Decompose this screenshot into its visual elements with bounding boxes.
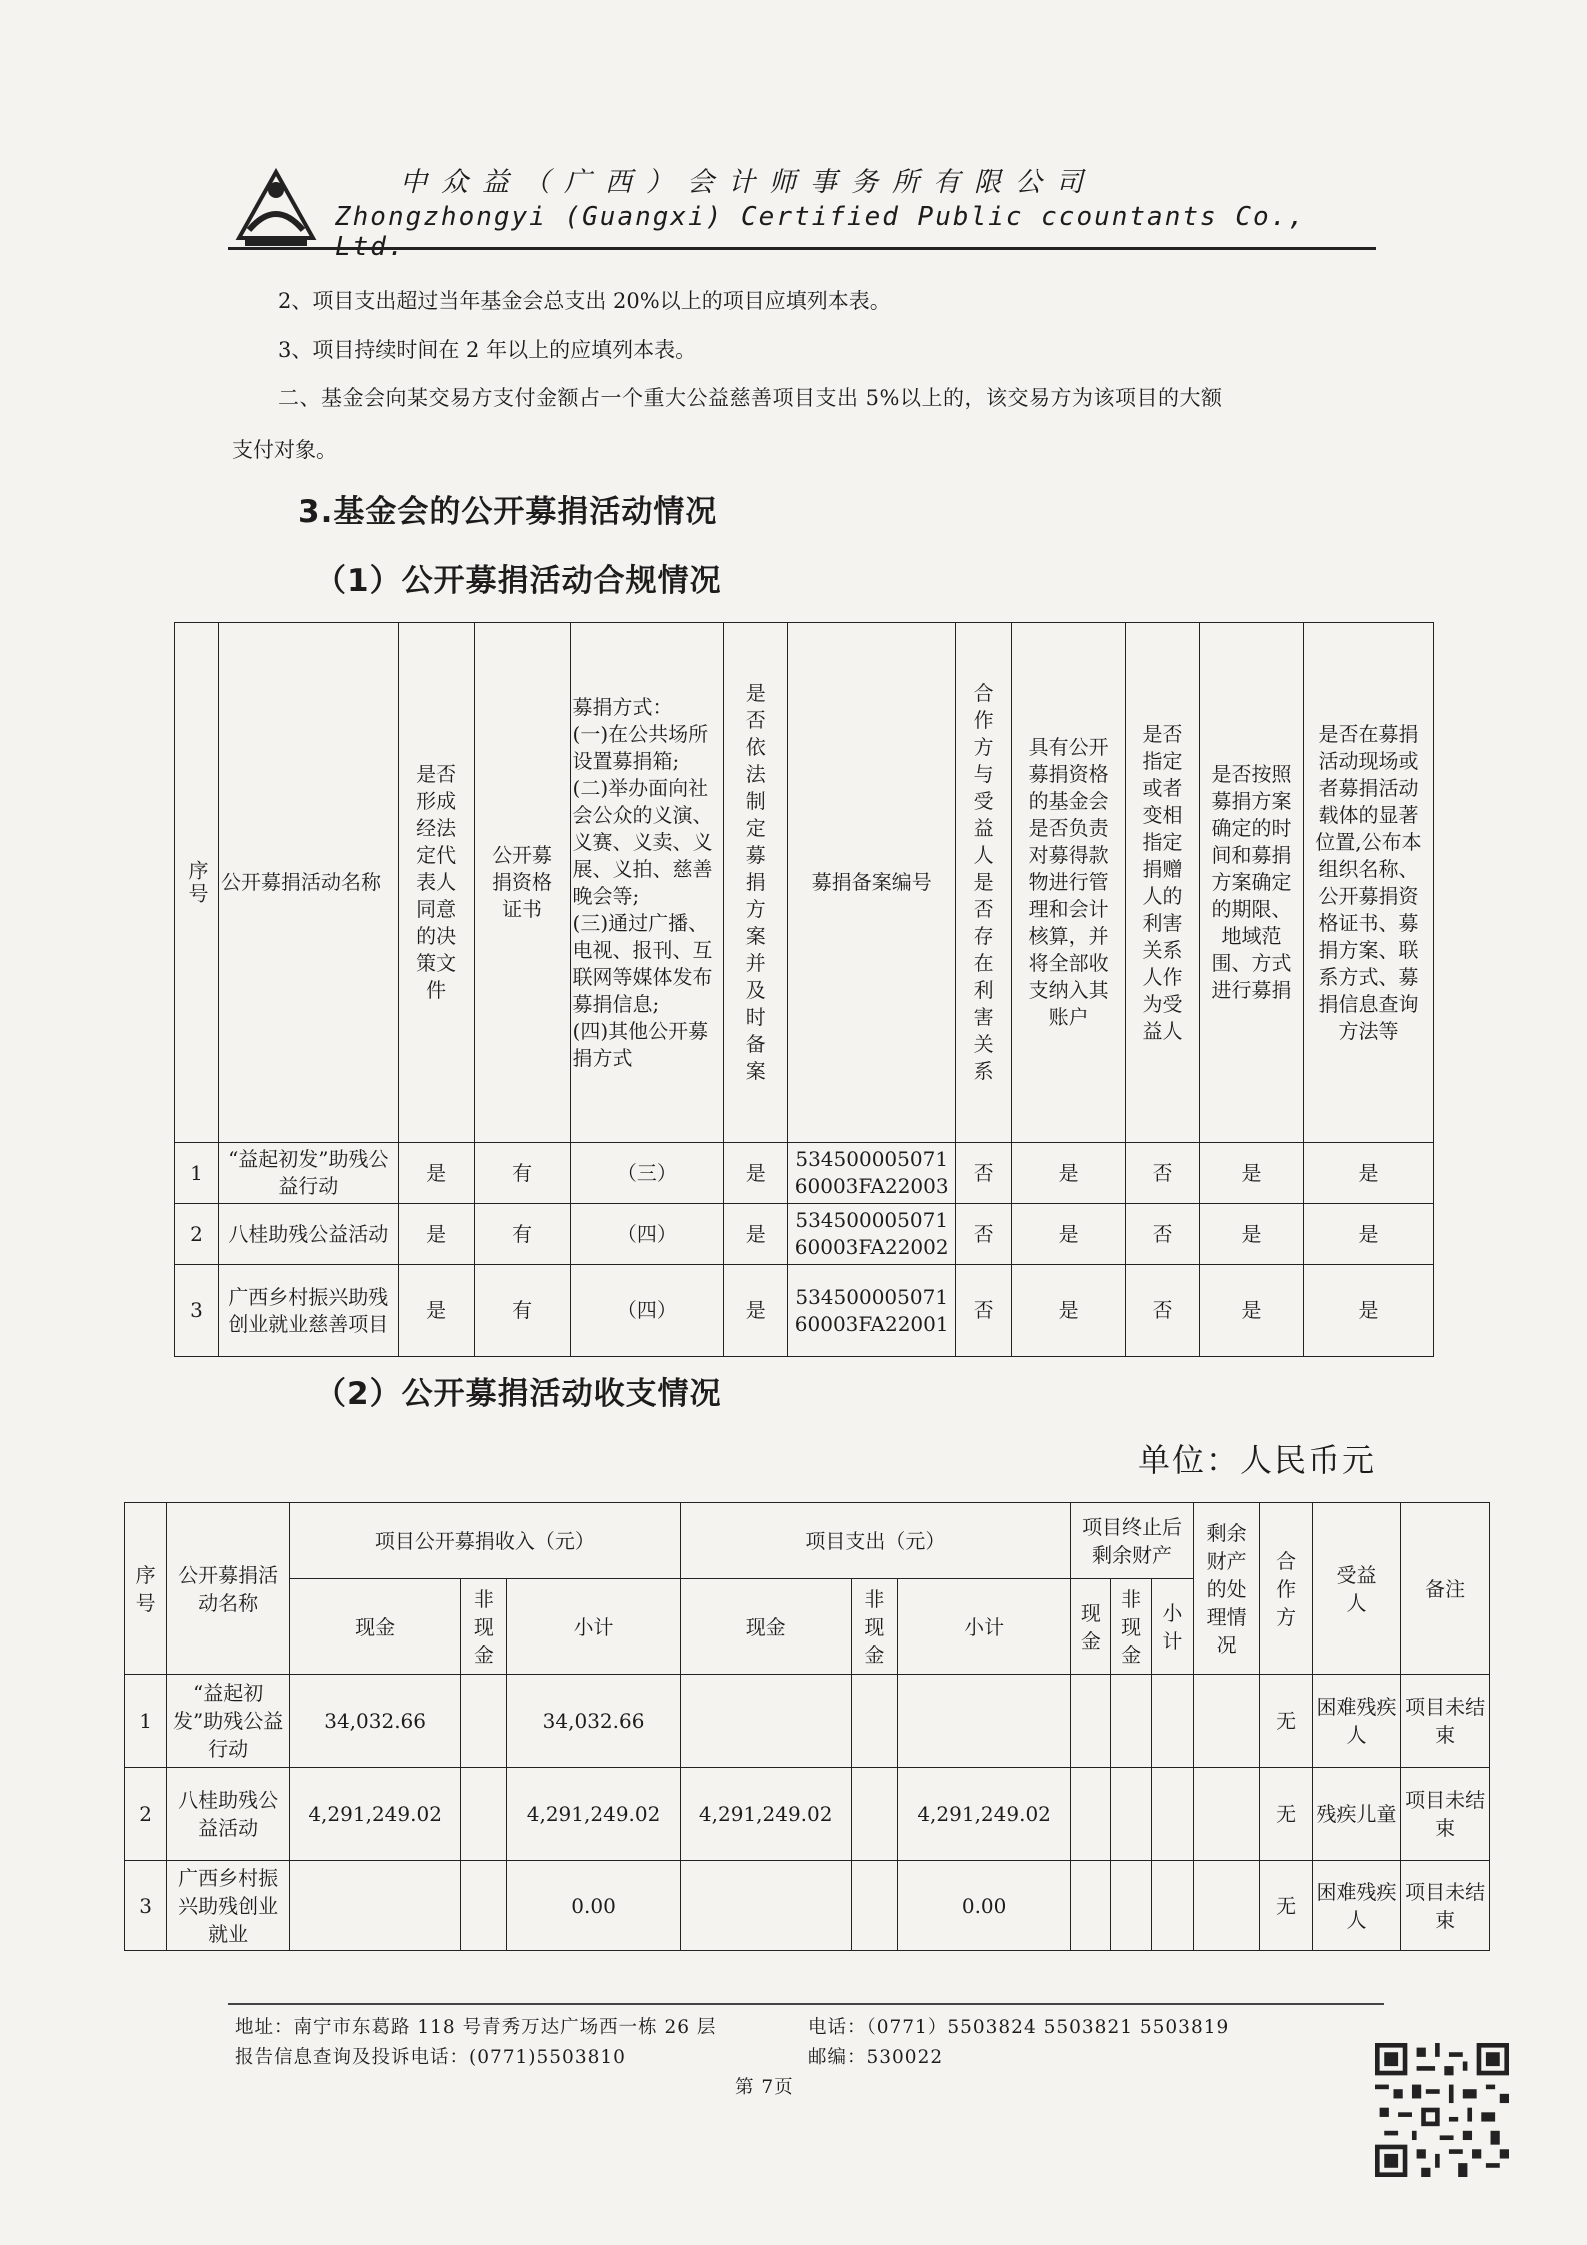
cell-exp-cash <box>680 1675 851 1768</box>
cell-name: 八桂助残公益活动 <box>218 1204 398 1265</box>
footer-complaint-phone: 报告信息查询及投诉电话：(0771)5503810 <box>235 2047 626 2068</box>
cell-exp-subtotal: 0.00 <box>898 1861 1071 1951</box>
cell-rem-cash <box>1071 1768 1111 1861</box>
cell-name: 广西乡村振兴助残创业就业慈善项目 <box>218 1265 398 1357</box>
cell-method: （四） <box>570 1265 724 1357</box>
cell-exp-noncash <box>851 1768 897 1861</box>
cell-partner: 无 <box>1260 1861 1312 1951</box>
col-header-cert: 公开募捐资格证书 <box>474 623 570 1143</box>
table-header-row <box>125 1503 1490 1579</box>
col-header-designated: 是否指定或者变相指定捐赠人的利害关系人作为受益人 <box>1126 623 1200 1143</box>
cell-per-plan: 是 <box>1200 1204 1304 1265</box>
cell-inc-subtotal: 4,291,249.02 <box>507 1768 680 1861</box>
table-row <box>175 1265 1434 1357</box>
cell-decision: 是 <box>398 1265 474 1357</box>
cell-account: 是 <box>1012 1265 1126 1357</box>
cell-decision: 是 <box>398 1204 474 1265</box>
page-number: 第 7页 <box>735 2077 794 2098</box>
income-expense-table <box>124 1502 1490 1951</box>
cell-exp-noncash <box>851 1675 897 1768</box>
cell-method: （四） <box>570 1204 724 1265</box>
table-row <box>125 1861 1490 1951</box>
subsection-1-title: （1）公开募捐活动合规情况 <box>315 563 722 599</box>
header-divider <box>228 247 1376 250</box>
col-header-method: 募捐方式： (一)在公共场所设置募捐箱; (二)举办面向社会公众的义演、义赛、义卖、义展、义拍、慈善晚会等; (三)通过广播、电视、报刊、互联网等媒体发布募捐信息; (四)其他公开募捐方式 <box>570 623 724 1143</box>
cell-name: 八桂助残公益活动 <box>167 1768 290 1861</box>
qr-code-icon <box>1375 2043 1509 2177</box>
cell-conflict: 否 <box>956 1204 1012 1265</box>
cell-remark: 项目未结束 <box>1401 1768 1490 1861</box>
cell-no: 3 <box>175 1265 219 1357</box>
table-row <box>175 1204 1434 1265</box>
col-header-exp-noncash: 非现金 <box>851 1579 897 1675</box>
paragraph-4-cont: 支付对象。 <box>232 438 337 462</box>
table-row <box>175 1143 1434 1204</box>
cell-per-plan: 是 <box>1200 1265 1304 1357</box>
col-header-filed: 是否依法制定募捐方案并及时备案 <box>724 623 788 1143</box>
cell-cert: 有 <box>474 1204 570 1265</box>
cell-exp-subtotal <box>898 1675 1071 1768</box>
col-header-name: 公开募捐活动名称 <box>167 1503 290 1675</box>
col-header-rem-noncash: 非现金 <box>1111 1579 1151 1675</box>
cell-rem-subtotal <box>1151 1861 1193 1951</box>
cell-disposal <box>1193 1861 1259 1951</box>
cell-partner: 无 <box>1260 1768 1312 1861</box>
cell-conflict: 否 <box>956 1143 1012 1204</box>
table-header-row <box>175 623 1434 1143</box>
company-logo-icon <box>235 168 317 248</box>
cell-no: 1 <box>125 1675 167 1768</box>
footer-address: 地址：南宁市东葛路 118 号青秀万达广场西一栋 26 层 <box>235 2017 717 2038</box>
cell-remark: 项目未结束 <box>1401 1675 1490 1768</box>
cell-inc-noncash <box>461 1675 507 1768</box>
footer-postcode: 邮编：530022 <box>808 2047 944 2068</box>
col-header-remaining: 项目终止后剩余财产 <box>1071 1503 1194 1579</box>
cell-account: 是 <box>1012 1204 1126 1265</box>
paragraph-2: 2、项目支出超过当年基金会总支出 20%以上的项目应填列本表。 <box>278 289 891 313</box>
cell-rem-subtotal <box>1151 1768 1193 1861</box>
cell-name: “益起初发”助残公益行动 <box>167 1675 290 1768</box>
cell-filed: 是 <box>724 1265 788 1357</box>
cell-exp-cash: 4,291,249.02 <box>680 1768 851 1861</box>
col-header-disposal: 剩余财产的处理情况 <box>1193 1503 1259 1675</box>
cell-disclosed: 是 <box>1303 1265 1433 1357</box>
col-header-remark: 备注 <box>1401 1503 1490 1675</box>
cell-account: 是 <box>1012 1143 1126 1204</box>
cell-designated: 否 <box>1126 1204 1200 1265</box>
col-header-code: 募捐备案编号 <box>788 623 956 1143</box>
col-header-account: 具有公开募捐资格的基金会是否负责对募得款物进行管理和会计核算，并将全部收支纳入其账户 <box>1012 623 1126 1143</box>
cell-remark: 项目未结束 <box>1401 1861 1490 1951</box>
col-header-expense: 项目支出（元） <box>680 1503 1071 1579</box>
cell-partner: 无 <box>1260 1675 1312 1768</box>
col-header-partner: 合作方 <box>1260 1503 1312 1675</box>
cell-disposal <box>1193 1675 1259 1768</box>
cell-code: 534500005071 60003FA22001 <box>788 1265 956 1357</box>
cell-rem-noncash <box>1111 1768 1151 1861</box>
cell-name: “益起初发”助残公益行动 <box>218 1143 398 1204</box>
col-header-decision: 是否形成经法定代表人同意的决策文件 <box>398 623 474 1143</box>
col-header-conflict: 合作方与受益人是否存在利害关系 <box>956 623 1012 1143</box>
cell-code: 534500005071 60003FA22003 <box>788 1143 956 1204</box>
unit-label: 单位：人民币元 <box>1138 1441 1377 1479</box>
col-header-name: 公开募捐活动名称 <box>218 623 398 1143</box>
col-header-beneficiary: 受益人 <box>1312 1503 1401 1675</box>
col-header-exp-subtotal: 小计 <box>898 1579 1071 1675</box>
cell-no: 2 <box>175 1204 219 1265</box>
company-name-cn: 中众益（广西）会计师事务所有限公司 <box>400 167 1097 198</box>
cell-per-plan: 是 <box>1200 1143 1304 1204</box>
cell-inc-cash <box>290 1861 461 1951</box>
cell-no: 1 <box>175 1143 219 1204</box>
table-row <box>125 1675 1490 1768</box>
cell-filed: 是 <box>724 1204 788 1265</box>
footer-phone: 电话：（0771）5503824 5503821 5503819 <box>808 2017 1230 2038</box>
cell-designated: 否 <box>1126 1265 1200 1357</box>
paragraph-4: 二、基金会向某交易方支付金额占一个重大公益慈善项目支出 5%以上的，该交易方为该项目的大额 <box>278 386 1223 410</box>
cell-disposal <box>1193 1768 1259 1861</box>
cell-beneficiary: 困难残疾人 <box>1312 1675 1401 1768</box>
col-header-rem-subtotal: 小计 <box>1151 1579 1193 1675</box>
cell-exp-cash <box>680 1861 851 1951</box>
cell-rem-noncash <box>1111 1861 1151 1951</box>
subsection-2-title: （2）公开募捐活动收支情况 <box>315 1376 722 1412</box>
cell-method: （三） <box>570 1143 724 1204</box>
cell-exp-noncash <box>851 1861 897 1951</box>
cell-inc-subtotal: 0.00 <box>507 1861 680 1951</box>
cell-code: 534500005071 60003FA22002 <box>788 1204 956 1265</box>
cell-rem-cash <box>1071 1861 1111 1951</box>
col-header-no: 序号 <box>175 623 219 1143</box>
cell-beneficiary: 困难残疾人 <box>1312 1861 1401 1951</box>
col-header-inc-noncash: 非现金 <box>461 1579 507 1675</box>
paragraph-3: 3、项目持续时间在 2 年以上的应填列本表。 <box>278 338 697 362</box>
cell-decision: 是 <box>398 1143 474 1204</box>
cell-inc-noncash <box>461 1768 507 1861</box>
company-name-en: Zhongzhongyi (Guangxi) Certified Public ccountants Co., Ltd. <box>335 202 1306 262</box>
cell-rem-cash <box>1071 1675 1111 1768</box>
col-header-inc-cash: 现金 <box>290 1579 461 1675</box>
cell-conflict: 否 <box>956 1265 1012 1357</box>
col-header-rem-cash: 现金 <box>1071 1579 1111 1675</box>
cell-inc-subtotal: 34,032.66 <box>507 1675 680 1768</box>
footer-divider <box>228 2003 1384 2005</box>
cell-filed: 是 <box>724 1143 788 1204</box>
cell-inc-noncash <box>461 1861 507 1951</box>
col-header-income: 项目公开募捐收入（元） <box>290 1503 681 1579</box>
cell-cert: 有 <box>474 1143 570 1204</box>
cell-exp-subtotal: 4,291,249.02 <box>898 1768 1071 1861</box>
cell-name: 广西乡村振兴助残创业就业 <box>167 1861 290 1951</box>
table-row <box>125 1768 1490 1861</box>
col-header-exp-cash: 现金 <box>680 1579 851 1675</box>
letterhead <box>235 150 1375 262</box>
cell-rem-subtotal <box>1151 1675 1193 1768</box>
cell-no: 3 <box>125 1861 167 1951</box>
col-header-inc-subtotal: 小计 <box>507 1579 680 1675</box>
compliance-table <box>174 622 1434 1357</box>
cell-beneficiary: 残疾儿童 <box>1312 1768 1401 1861</box>
cell-disclosed: 是 <box>1303 1143 1433 1204</box>
cell-designated: 否 <box>1126 1143 1200 1204</box>
cell-rem-noncash <box>1111 1675 1151 1768</box>
cell-no: 2 <box>125 1768 167 1861</box>
col-header-disclosed: 是否在募捐活动现场或者募捐活动载体的显著位置,公布本组织名称、公开募捐资格证书、募捐方案、联系方式、募捐信息查询方法等 <box>1303 623 1433 1143</box>
cell-disclosed: 是 <box>1303 1204 1433 1265</box>
cell-cert: 有 <box>474 1265 570 1357</box>
cell-inc-cash: 34,032.66 <box>290 1675 461 1768</box>
col-header-per-plan: 是否按照募捐方案确定的时间和募捐方案确定的期限、地域范围、方式进行募捐 <box>1200 623 1304 1143</box>
col-header-no: 序号 <box>125 1503 167 1675</box>
section-title: 3.基金会的公开募捐活动情况 <box>298 494 718 530</box>
cell-inc-cash: 4,291,249.02 <box>290 1768 461 1861</box>
